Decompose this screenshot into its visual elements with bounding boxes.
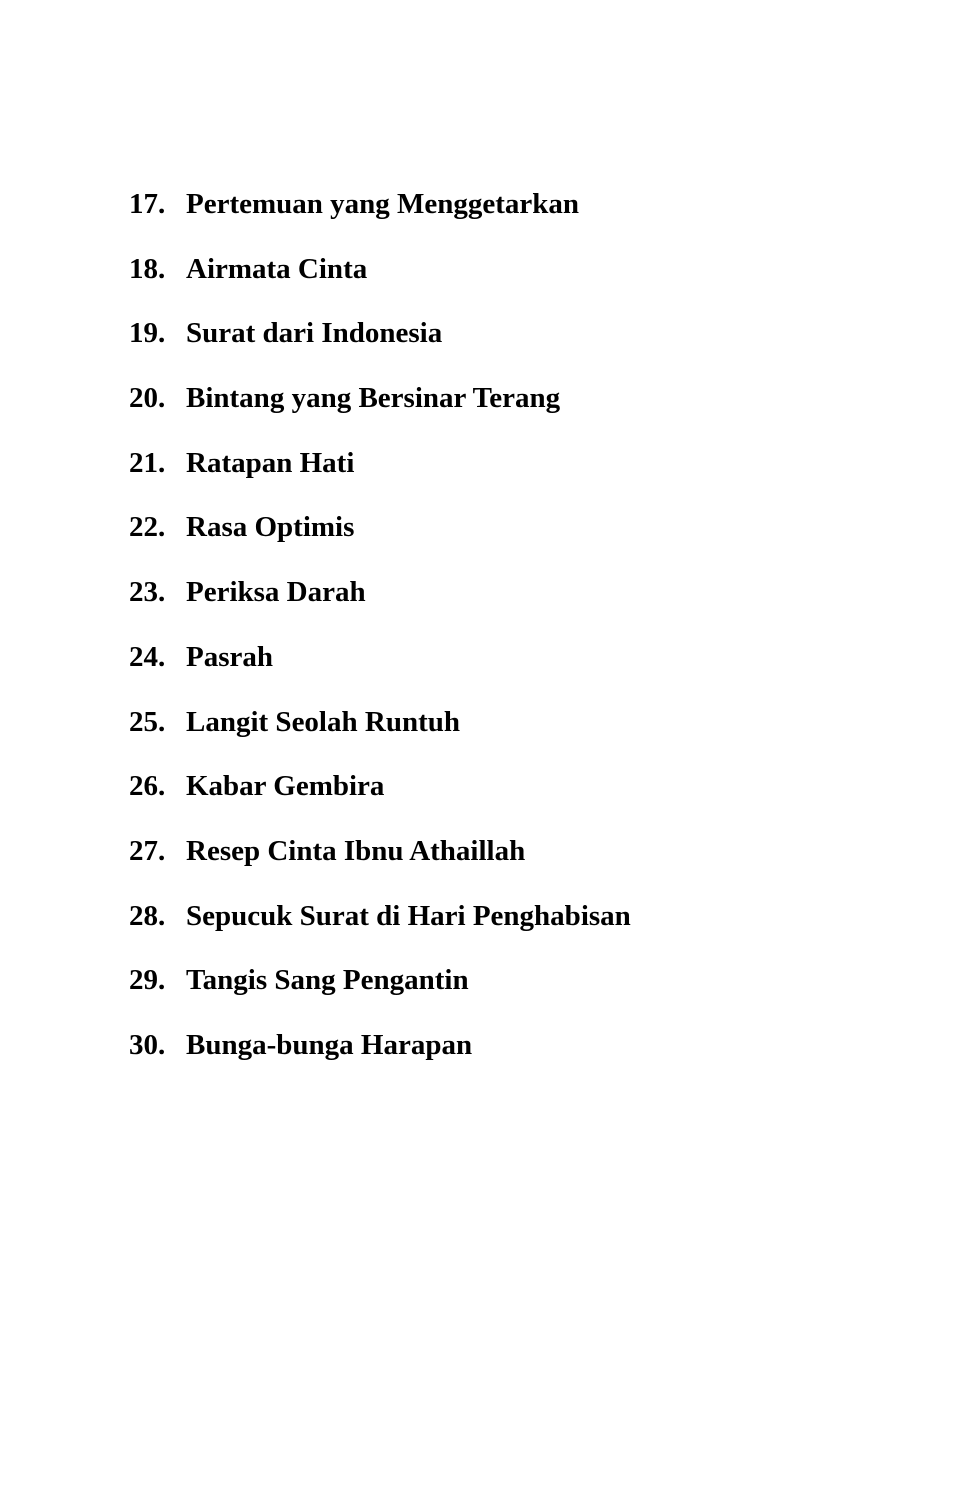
chapter-title: Ratapan Hati (186, 446, 355, 479)
chapter-number: 22. (129, 511, 166, 544)
list-item (129, 382, 631, 447)
list-item (129, 835, 631, 900)
chapter-number: 28. (129, 899, 166, 932)
list-item (129, 706, 631, 771)
chapter-title: Rasa Optimis (186, 511, 355, 544)
chapter-number: 25. (129, 705, 166, 738)
chapter-number: 20. (129, 382, 166, 415)
chapter-title: Periksa Darah (186, 576, 366, 609)
chapter-number: 19. (129, 317, 166, 350)
list-item (129, 1029, 631, 1094)
chapter-number: 17. (129, 188, 166, 220)
chapter-title: Pasrah (186, 640, 273, 673)
chapter-number: 24. (129, 640, 166, 673)
chapter-title: Surat dari Indonesia (186, 317, 443, 350)
list-item (129, 770, 631, 835)
chapter-number: 18. (129, 252, 166, 285)
chapter-number: 27. (129, 834, 166, 867)
chapter-title: Tangis Sang Pengantin (186, 964, 469, 997)
list-item (129, 900, 631, 965)
chapter-title: Pertemuan yang Menggetarkan (186, 188, 580, 220)
list-item (129, 253, 631, 318)
chapter-title: Resep Cinta Ibnu Athaillah (186, 834, 526, 867)
chapter-number: 23. (129, 576, 166, 609)
list-item (129, 447, 631, 512)
chapter-list (129, 188, 631, 1094)
list-item (129, 576, 631, 641)
chapter-number: 26. (129, 770, 166, 803)
chapter-number: 29. (129, 964, 166, 997)
chapter-number: 21. (129, 446, 166, 479)
chapter-title: Langit Seolah Runtuh (186, 705, 460, 738)
chapter-title: Sepucuk Surat di Hari Penghabisan (186, 899, 631, 932)
list-item (129, 511, 631, 576)
chapter-number: 30. (129, 1028, 166, 1061)
list-item (129, 641, 631, 706)
chapter-title: Bintang yang Bersinar Terang (186, 382, 561, 415)
list-item (129, 317, 631, 382)
list-item (129, 188, 631, 253)
chapter-title: Airmata Cinta (186, 252, 368, 285)
list-item (129, 964, 631, 1029)
chapter-title: Kabar Gembira (186, 770, 385, 803)
chapter-title: Bunga-bunga Harapan (186, 1028, 473, 1061)
